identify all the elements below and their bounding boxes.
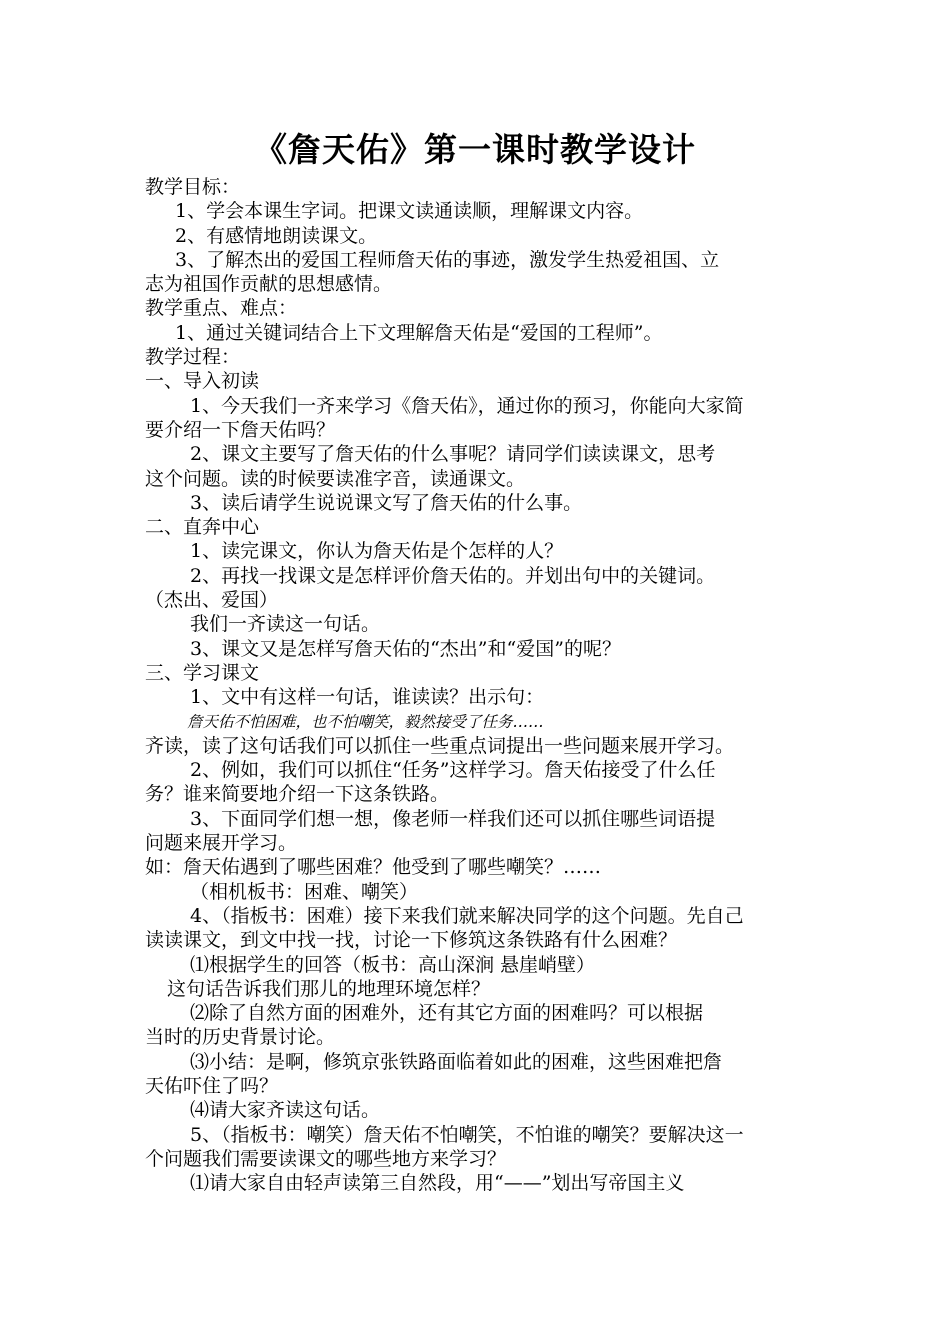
- text-line: 教学重点、难点：: [145, 297, 298, 320]
- text-line: （杰出、爱国）: [145, 589, 279, 612]
- text-line: 我们一齐读这一句话。: [190, 613, 381, 636]
- text-line: ⑴请大家自由轻声读第三自然段，用“——”划出写帝国主义: [190, 1172, 685, 1195]
- text-line: 5、（指板书：嘲笑）詹天佑不怕嘲笑，不怕谁的嘲笑？要解决这一: [190, 1123, 744, 1146]
- quoted-sentence: 詹天佑不怕困难，也不怕嘲笑，毅然接受了任务……: [187, 712, 544, 731]
- text-line: 2、有感情地朗读课文。: [175, 224, 378, 247]
- text-line: 2、课文主要写了詹天佑的什么事呢？请同学们读读课文，思考: [190, 443, 716, 466]
- text-line: 务？谁来简要地介绍一下这条铁路。: [145, 783, 450, 806]
- text-line: 1、今天我们一齐来学习《詹天佑》，通过你的预习，你能向大家简: [190, 394, 744, 417]
- text-line: 如：詹天佑遇到了哪些困难？他受到了哪些嘲笑？……: [145, 856, 602, 879]
- text-line: 3、读后请学生说说课文写了詹天佑的什么事。: [190, 491, 583, 514]
- text-line: 2、例如，我们可以抓住“任务”这样学习。詹天佑接受了什么任: [190, 759, 716, 782]
- text-line: ⑷请大家齐读这句话。: [190, 1099, 381, 1122]
- document-body: [145, 175, 825, 1195]
- text-line: ⑵除了自然方面的困难外，还有其它方面的困难吗？可以根据: [190, 1002, 704, 1025]
- text-line: ⑶小结：是啊，修筑京张铁路面临着如此的困难，这些困难把詹: [190, 1050, 723, 1073]
- text-line: 教学过程：: [145, 346, 241, 369]
- text-line: 个问题我们需要读课文的哪些地方来学习？: [145, 1147, 507, 1170]
- text-line: 这个问题。读的时候要读准字音，读通课文。: [145, 467, 526, 490]
- text-line: 1、学会本课生字词。把课文读通读顺，理解课文内容。: [175, 200, 644, 223]
- text-line: 天佑吓住了吗？: [145, 1074, 279, 1097]
- page-title: 《詹天佑》第一课时教学设计: [254, 130, 696, 169]
- text-line: 3、了解杰出的爱国工程师詹天佑的事迹，激发学生热爱祖国、立: [175, 248, 720, 271]
- text-line: 3、下面同学们想一想，像老师一样我们还可以抓住哪些词语提: [190, 807, 716, 830]
- text-line: 1、文中有这样一句话，谁读读？出示句：: [190, 686, 545, 709]
- text-line: （相机板书：困难、嘲笑）: [190, 880, 419, 903]
- text-line: 一、导入初读: [145, 370, 260, 393]
- text-line: 三、学习课文: [145, 661, 260, 684]
- text-line: 二、直奔中心: [145, 516, 260, 539]
- text-line: 教学目标：: [145, 176, 241, 198]
- text-line: ⑴根据学生的回答（板书：高山深涧 悬崖峭壁）: [190, 953, 596, 976]
- text-line: 要介绍一下詹天佑吗？: [145, 418, 336, 441]
- text-line: 问题来展开学习。: [145, 832, 298, 855]
- text-line: 当时的历史背景讨论。: [145, 1026, 336, 1049]
- text-line: 志为祖国作贡献的思想感情。: [145, 273, 393, 296]
- text-line: 2、再找一找课文是怎样评价詹天佑的。并划出句中的关键词。: [190, 564, 716, 587]
- text-line: 4、（指板书：困难）接下来我们就来解决同学的这个问题。先自己: [190, 904, 744, 927]
- text-line: 读读课文，到文中找一找，讨论一下修筑这条铁路有什么困难？: [145, 929, 678, 952]
- text-line: 这句话告诉我们那儿的地理环境怎样？: [167, 977, 491, 1000]
- text-line: 齐读，读了这句话我们可以抓住一些重点词提出一些问题来展开学习。: [145, 734, 735, 757]
- text-line: 1、读完课文，你认为詹天佑是个怎样的人？: [190, 540, 564, 563]
- text-line: 1、通过关键词结合上下文理解詹天佑是“爱国的工程师”。: [175, 321, 663, 344]
- text-line: 3、课文又是怎样写詹天佑的“杰出”和“爱国”的呢？: [190, 637, 621, 660]
